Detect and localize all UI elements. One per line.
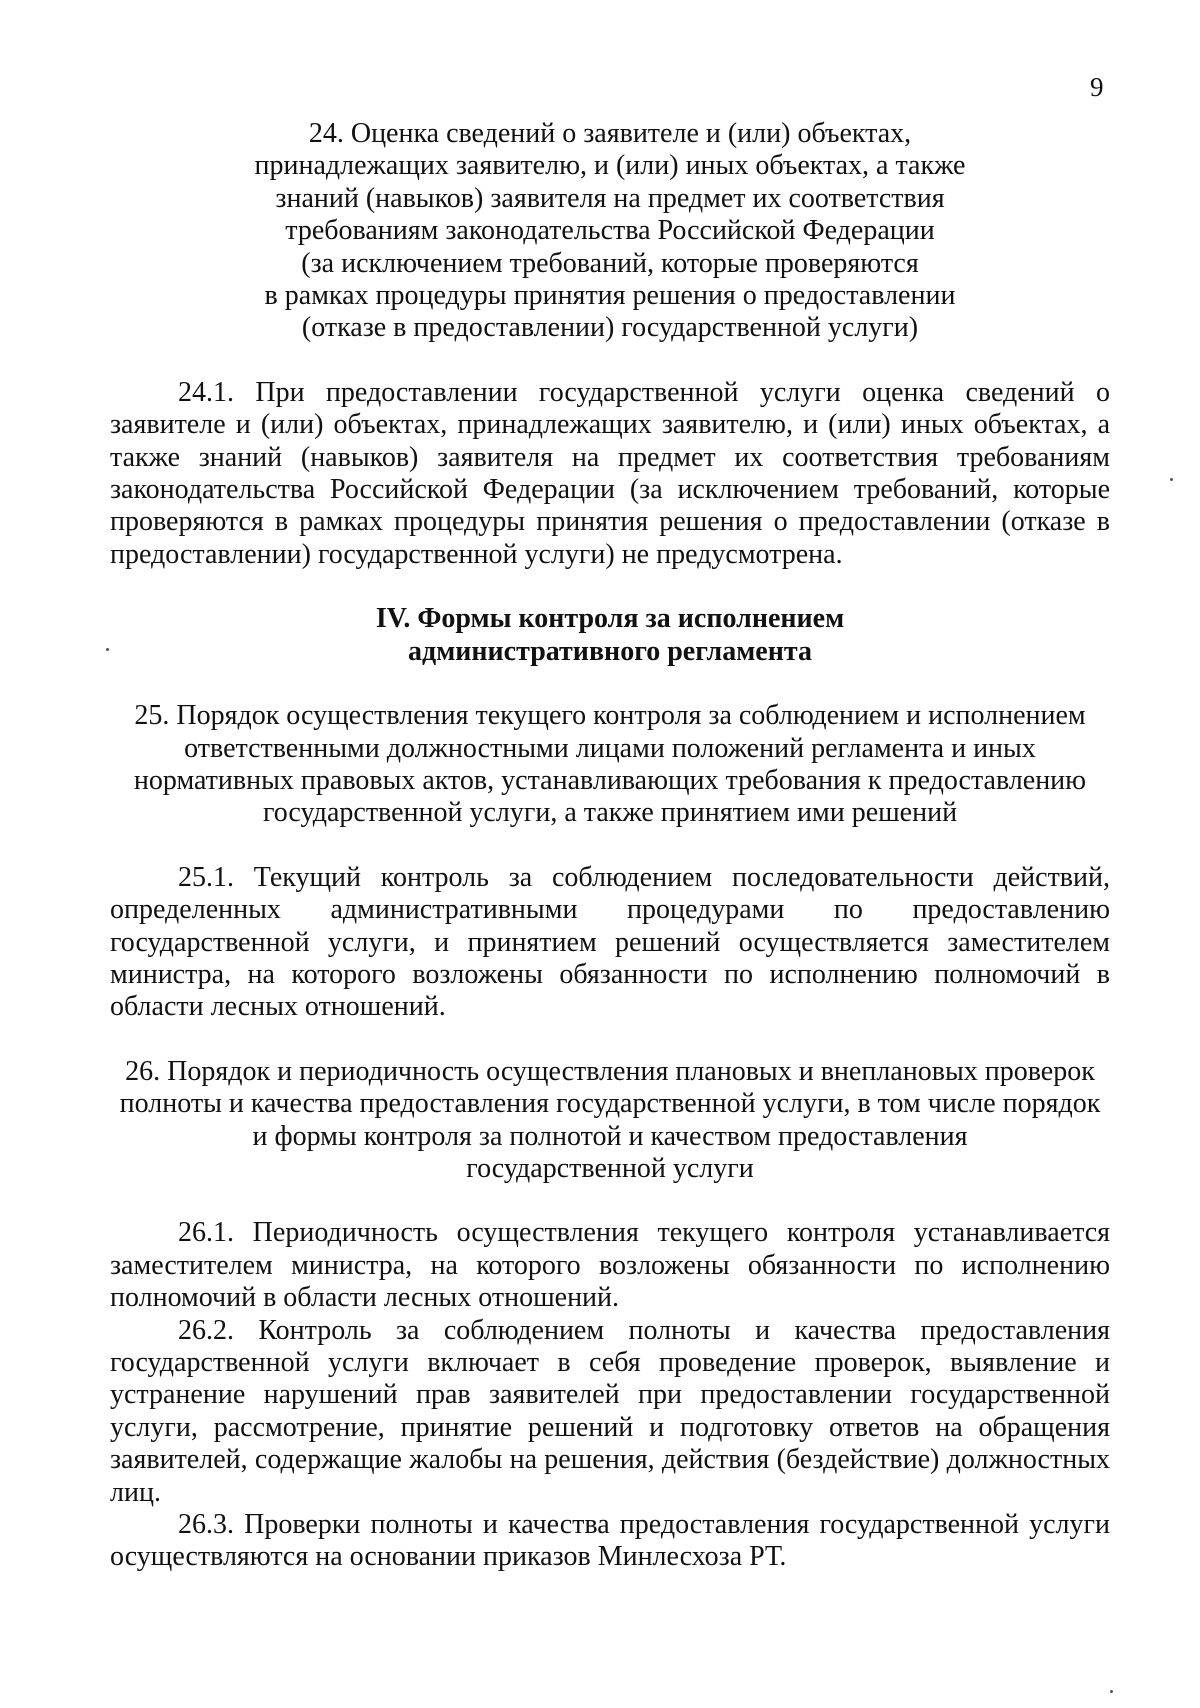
heading-line: 26. Порядок и периодичность осуществления плановых и внеплановых проверок: [125, 1055, 1095, 1087]
document-body: [110, 118, 1110, 1574]
scan-speck: [106, 648, 109, 651]
heading-line: в рамках процедуры принятия решения о предоставлении: [264, 280, 956, 312]
paragraph-25-1: 25.1. Текущий контроль за соблюдением последовательности действий, определенных административными процедурами по предоставлению государственной услуги, и принятием решений осуществляется заместителем министра, на которого возложены обязанности по исполнению полномочий в области лесных отношений.: [110, 861, 1110, 1023]
section-25-heading: [110, 700, 1110, 830]
heading-line: знаний (навыков) заявителя на предмет их соответствия: [275, 182, 945, 214]
section-24-heading: [110, 118, 1110, 345]
scan-speck: [1170, 478, 1173, 481]
heading-line: нормативных правовых актов, устанавливающих требования к предоставлению: [133, 764, 1087, 796]
heading-line: 24. Оценка сведений о заявителе и (или) объектах,: [308, 118, 912, 149]
heading-line: государственной услуги: [466, 1152, 754, 1184]
section-title-line: административного регламента: [408, 635, 812, 667]
paragraph-26-1: 26.1. Периодичность осуществления текущего контроля устанавливается заместителем министра, на которого возложены обязанности по исполнению полномочий в области лесных отношений.: [110, 1217, 1110, 1314]
paragraph-26-2: 26.2. Контроль за соблюдением полноты и качества предоставления государственной услуги включает в себя проведение проверок, выявление и устранение нарушений прав заявителей при предоставлении государственной услуги, рассмотрение, принятие решений и подготовку ответов на обращения заявителей, содержащие жалобы на решения, действия (бездействие) должностных лиц.: [110, 1314, 1110, 1508]
section-iv-title: [110, 603, 1110, 668]
paragraph-26-3: 26.3. Проверки полноты и качества предоставления государственной услуги осуществляются на основании приказов Минлесхоза РТ.: [110, 1509, 1110, 1573]
heading-line: принадлежащих заявителю, и (или) иных объектах, а также: [254, 150, 966, 182]
heading-line: (за исключением требований, которые проверяются: [301, 247, 919, 279]
heading-line: полноты и качества предоставления государственной услуги, в том числе порядок: [119, 1088, 1101, 1120]
page-number: 9: [1090, 72, 1104, 102]
scan-speck: [1110, 1690, 1113, 1693]
heading-line: 25. Порядок осуществления текущего контроля за соблюдением и исполнением: [134, 700, 1086, 732]
section-26-heading: [110, 1056, 1110, 1186]
heading-line: ответственными должностными лицами положений регламента и иных: [184, 732, 1036, 764]
paragraph-24-1: 24.1. При предоставлении государственной услуги оценка сведений о заявителе и (или) объектах, принадлежащих заявителю, и (или) иных объектах, а также знаний (навыков) заявителя на предмет их соответствия требованиям законодательства Российской Федерации (за исключением требований, которые проверяются в рамках процедуры принятия решения о предоставлении (отказе в предоставлении) государственной услуги) не предусмотрена.: [110, 376, 1110, 570]
heading-line: (отказе в предоставлении) государственной услуги): [301, 312, 919, 344]
section-title-line: IV. Формы контроля за исполнением: [375, 603, 845, 635]
heading-line: требованиям законодательства Российской Федерации: [285, 215, 935, 247]
heading-line: и формы контроля за полнотой и качеством предоставления: [252, 1120, 968, 1152]
heading-line: государственной услуги, а также принятием ими решений: [262, 797, 958, 829]
